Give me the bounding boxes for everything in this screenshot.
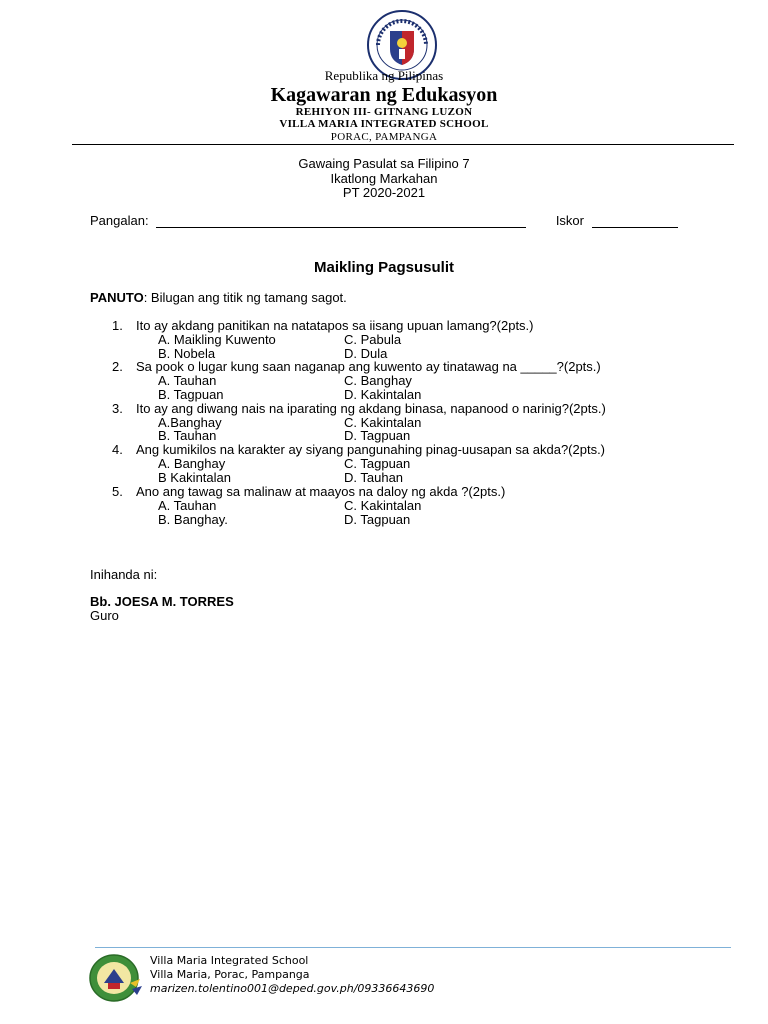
name-label: Pangalan:	[90, 213, 149, 228]
choice-3d: D. Tagpuan	[344, 428, 411, 443]
question-3	[112, 401, 606, 416]
footer-school: Villa Maria Integrated School	[150, 954, 309, 967]
name-score-row	[90, 213, 678, 228]
directions-label: PANUTO	[90, 290, 144, 305]
choice-1b: B. Nobela	[158, 346, 216, 361]
score-blank-line	[592, 215, 678, 228]
choice-3b: B. Tauhan	[158, 428, 217, 443]
question-number: 1.	[112, 318, 123, 333]
score-label: Iskor	[555, 213, 584, 228]
choice-1d: D. Dula	[344, 346, 388, 361]
question-number: 3.	[112, 401, 123, 416]
choice-4c: C. Tagpuan	[344, 456, 411, 471]
directions	[90, 290, 347, 305]
teacher-name: Bb. JOESA M. TORRES	[90, 594, 234, 609]
agency-name: Kagawaran ng Edukasyon	[270, 84, 498, 106]
school-year-line: PT 2020-2021	[342, 185, 426, 200]
teacher-role: Guro	[90, 608, 119, 623]
school-name: VILLA MARIA INTEGRATED SCHOOL	[279, 118, 489, 130]
question-4	[112, 442, 605, 457]
choice-1c: C. Pabula	[344, 332, 402, 347]
question-text: Ito ay ang diwang nais na iparating ng akdang binasa, napanood o narinig?(2pts.)	[136, 401, 606, 416]
choice-2d: D. Kakintalan	[344, 387, 422, 402]
school-logo-icon	[86, 953, 144, 1003]
choice-2a: A. Tauhan	[158, 373, 217, 388]
header-divider	[72, 144, 734, 145]
prepared-by-label: Inihanda ni:	[90, 567, 158, 582]
choice-3a: A.Banghay	[158, 415, 222, 430]
choice-2b: B. Tagpuan	[158, 387, 224, 402]
choice-5d: D. Tagpuan	[344, 512, 411, 527]
choice-1a: A. Maikling Kuwento	[158, 332, 276, 347]
question-1	[112, 318, 534, 333]
activity-title: Gawaing Pasulat sa Filipino 7	[298, 156, 470, 171]
question-5	[112, 484, 505, 499]
footer-address: Villa Maria, Porac, Pampanga	[150, 968, 310, 981]
footer-divider	[95, 947, 731, 948]
question-text: Ito ay akdang panitikan na natatapos sa iisang upuan lamang?(2pts.)	[136, 318, 534, 333]
region-line: REHIYON III- GITNANG LUZON	[295, 106, 473, 118]
choice-4a: A. Banghay	[158, 456, 226, 471]
question-text: Ano ang tawag sa malinaw at maayos na daloy ng akda ?(2pts.)	[136, 484, 506, 499]
choice-5a: A. Tauhan	[158, 498, 217, 513]
quarter-line: Ikatlong Markahan	[330, 171, 438, 186]
town-line: PORAC, PAMPANGA	[330, 131, 438, 143]
choice-2c: C. Banghay	[344, 373, 412, 388]
footer-contact: marizen.tolentino001@deped.gov.ph/09336643690	[150, 982, 435, 995]
question-number: 2.	[112, 359, 123, 374]
question-text: Ang kumikilos na karakter ay siyang pangunahing pinag-uusapan sa akda?(2pts.)	[136, 442, 606, 457]
question-number: 5.	[112, 484, 123, 499]
directions-text: : Bilugan ang titik ng tamang sagot.	[143, 290, 347, 305]
question-text: Sa pook o lugar kung saan naganap ang kuwento ay tinatawag na _____?(2pts.)	[136, 359, 601, 374]
quiz-title: Maikling Pagsusulit	[313, 259, 455, 276]
choice-5b: B. Banghay.	[158, 512, 228, 527]
name-blank-line	[156, 215, 526, 228]
question-2	[112, 359, 601, 374]
choice-5c: C. Kakintalan	[344, 498, 422, 513]
republic-line: Republika ng Pilipinas	[324, 68, 444, 83]
choice-3c: C. Kakintalan	[344, 415, 422, 430]
choice-4b: B Kakintalan	[158, 470, 231, 485]
question-number: 4.	[112, 442, 123, 457]
choice-4d: D. Tauhan	[344, 470, 404, 485]
